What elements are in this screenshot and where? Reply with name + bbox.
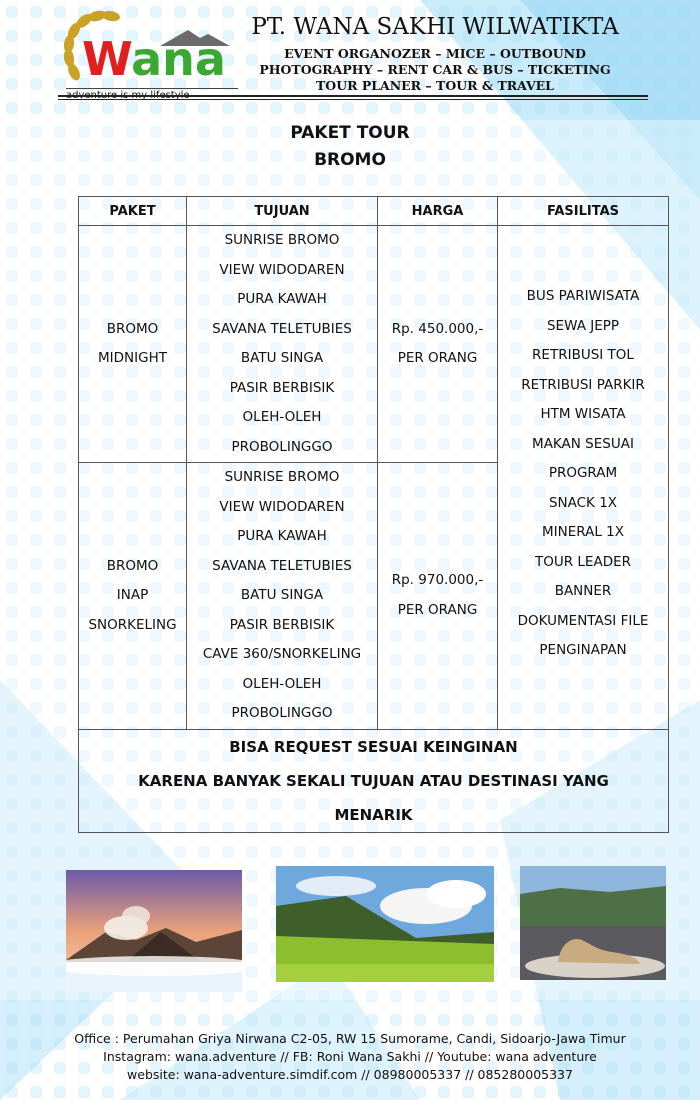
destinations-cell — [187, 226, 378, 463]
notes-row — [79, 729, 669, 832]
service-line: PHOTOGRAPHY – RENT CAR & BUS – TICKETING — [259, 62, 611, 77]
table-header-row — [79, 197, 669, 226]
destination: PASIR BERBISIK — [229, 379, 335, 396]
note-line: BISA REQUEST SESUAI KEINGINAN — [229, 737, 518, 756]
package-name: SNORKELING — [88, 616, 177, 633]
note-line: MENARIK — [334, 805, 413, 824]
destination: BATU SINGA — [240, 587, 324, 603]
title-line-2: BROMO — [314, 150, 386, 170]
price-cell — [378, 463, 498, 730]
destination: PURA KAWAH — [237, 291, 327, 307]
photo-batu-singa-sand-sea — [520, 866, 666, 980]
title-line-1: PAKET TOUR — [290, 123, 410, 143]
logo-wordmark: Wana — [82, 32, 226, 86]
service-line: TOUR PLANER – TOUR & TRAVEL — [316, 78, 554, 93]
destination: PROBOLINGGO — [231, 705, 333, 721]
destinations-cell — [187, 463, 378, 730]
price-unit: PER ORANG — [397, 350, 478, 366]
destination: BATU SINGA — [240, 350, 324, 366]
package-name: BROMO — [106, 557, 159, 574]
photo-savanna-hills — [276, 866, 494, 982]
facility: SEWA JEPP — [546, 317, 620, 334]
destination: VIEW WIDODAREN — [219, 498, 345, 515]
facilities-cell — [498, 226, 669, 730]
destination: SUNRISE BROMO — [224, 469, 340, 485]
notes-cell — [79, 729, 669, 832]
package-name: MIDNIGHT — [98, 350, 167, 366]
destination: SAVANA TELETUBIES — [212, 557, 352, 574]
package-name: BROMO — [106, 320, 159, 337]
destination: CAVE 360/SNORKELING — [202, 646, 362, 662]
header-fasilitas: FASILITAS — [498, 197, 669, 226]
note-line: KARENA BANYAK SEKALI TUJUAN ATAU DESTINASI YANG — [138, 771, 609, 790]
header-tujuan: TUJUAN — [187, 197, 378, 226]
destination: SAVANA TELETUBIES — [212, 320, 352, 337]
price-cell — [378, 226, 498, 463]
facility: BUS PARIWISATA — [526, 288, 640, 304]
tour-package-table — [78, 196, 669, 833]
facility: MAKAN SESUAI — [532, 435, 634, 452]
facility: HTM WISATA — [540, 406, 626, 422]
destination: PROBOLINGGO — [231, 438, 333, 455]
facility: RETRIBUSI PARKIR — [521, 376, 645, 393]
destination: SUNRISE BROMO — [224, 232, 340, 248]
facility: DOKUMENTASI FILE — [517, 612, 649, 629]
photo-bromo-volcano-sunrise — [66, 870, 242, 992]
destination: PURA KAWAH — [237, 528, 327, 544]
company-services — [250, 46, 620, 94]
facility: TOUR LEADER — [534, 553, 632, 570]
facility: PROGRAM — [548, 465, 618, 481]
destination: VIEW WIDODAREN — [219, 261, 345, 278]
package-name: INAP — [116, 587, 149, 603]
price-unit: PER ORANG — [397, 601, 478, 618]
destination: OLEH-OLEH — [242, 675, 322, 692]
facility: BANNER — [554, 583, 612, 599]
destination: PASIR BERBISIK — [229, 616, 335, 633]
package-name-cell — [79, 463, 187, 730]
service-line: EVENT ORGANOZER – MICE – OUTBOUND — [284, 46, 586, 61]
header-paket: PAKET — [79, 197, 187, 226]
table-row — [79, 226, 669, 463]
footer-social: Instagram: wana.adventure // FB: Roni Wana Sakhi // Youtube: wana adventure — [103, 1049, 597, 1064]
destination: OLEH-OLEH — [242, 409, 322, 425]
header-harga: HARGA — [378, 197, 498, 226]
footer-contact — [40, 1030, 660, 1084]
company-logo — [60, 10, 240, 98]
price: Rp. 970.000,- — [391, 572, 484, 589]
page-title — [200, 120, 500, 174]
facility: MINERAL 1X — [542, 524, 624, 540]
facility: PENGINAPAN — [539, 642, 627, 658]
footer-office: Office : Perumahan Griya Nirwana C2-05, RW 15 Sumorame, Candi, Sidoarjo-Jawa Timur — [74, 1031, 626, 1046]
price: Rp. 450.000,- — [391, 320, 484, 337]
header-divider — [58, 95, 648, 97]
facility: RETRIBUSI TOL — [532, 347, 634, 363]
header-divider-thin — [58, 99, 648, 100]
footer-website-phone: website: wana-adventure.simdif.com // 08980005337 // 085280005337 — [127, 1067, 573, 1082]
package-name-cell — [79, 226, 187, 463]
company-name: PT. WANA SAKHI WILWATIKTA — [251, 14, 619, 40]
facility: SNACK 1X — [548, 494, 618, 511]
